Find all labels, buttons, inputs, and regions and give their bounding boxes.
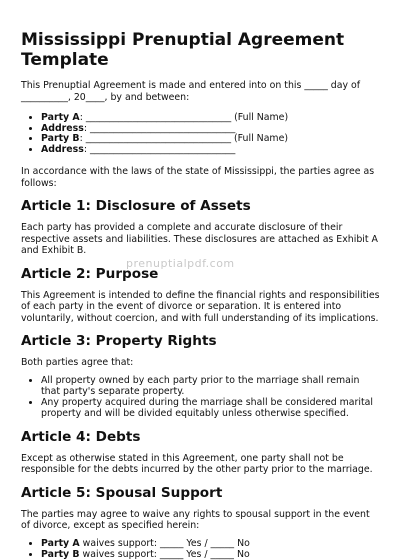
article-1-heading: Article 1: Disclosure of Assets (21, 198, 251, 214)
watermark-text: prenuptialpdf.com (126, 257, 235, 270)
parties-list (21, 113, 381, 155)
article-1-text: Each party has provided a complete and accurate disclosure of their respective assets and liabilities. These disclosures are attached as Exhibit A and Exhibit B. (21, 222, 378, 256)
party-a-waiver-field: waives support: _____ Yes / _____ No (79, 537, 250, 549)
party-a-field: : _______________________________ (Full Name) (79, 112, 289, 123)
party-b-waiver-line (41, 549, 381, 560)
party-a-address-label: Address (41, 122, 84, 134)
article-2-text: This Agreement is intended to define the financial rights and responsibilities of each party in the event of divorce or separation. It is entered into voluntarily, without coercion, and with full understanding of its implications. (21, 289, 380, 324)
article-4-heading: Article 4: Debts (21, 428, 141, 445)
party-b-address-line (41, 145, 381, 156)
intro-paragraph: This Prenuptial Agreement is made and entered into on this _____ day of __________, 20____, by and between: (21, 80, 361, 103)
spousal-support-list (21, 538, 381, 560)
party-a-address-field: : _______________________________ (83, 122, 236, 134)
party-a-waiver-line (41, 538, 381, 549)
article-3-text: Both parties agree that: (21, 357, 134, 368)
article-3-heading: Article 3: Property Rights (21, 333, 217, 349)
party-b-waiver-label: Party B (41, 548, 80, 560)
article-2-heading: Article 2: Purpose (21, 265, 159, 282)
article-5-heading: Article 5: Spousal Support (21, 484, 223, 501)
party-b-address-field: : _______________________________ (83, 143, 236, 155)
property-rights-list (21, 375, 381, 420)
article-5-text: The parties may agree to waive any rights to spousal support in the event of divorce, except as specified herein: (21, 508, 370, 532)
list-item: • Any property acquired during the marriage shall be considered marital property and will be divided equitably unless otherwise specified. (41, 397, 381, 420)
party-a-label: Party A (41, 112, 80, 123)
party-b-address-label: Address (41, 143, 84, 155)
article-4-text: Except as otherwise stated in this Agreement, one party shall not be responsible for the debts incurred by the other party prior to the marriage. (21, 452, 373, 476)
party-b-label: Party B (41, 133, 80, 144)
list-item: • All property owned by each party prior to the marriage shall remain that party's separate property. (41, 375, 381, 398)
preamble-paragraph: In accordance with the laws of the state of Mississippi, the parties agree as follows: (21, 166, 375, 189)
document-title: Mississippi Prenuptial Agreement Template (21, 30, 345, 70)
party-b-waiver-field: waives support: _____ Yes / _____ No (79, 548, 250, 560)
party-b-field: : _______________________________ (Full Name) (79, 133, 288, 144)
party-a-waiver-label: Party A (41, 537, 80, 549)
